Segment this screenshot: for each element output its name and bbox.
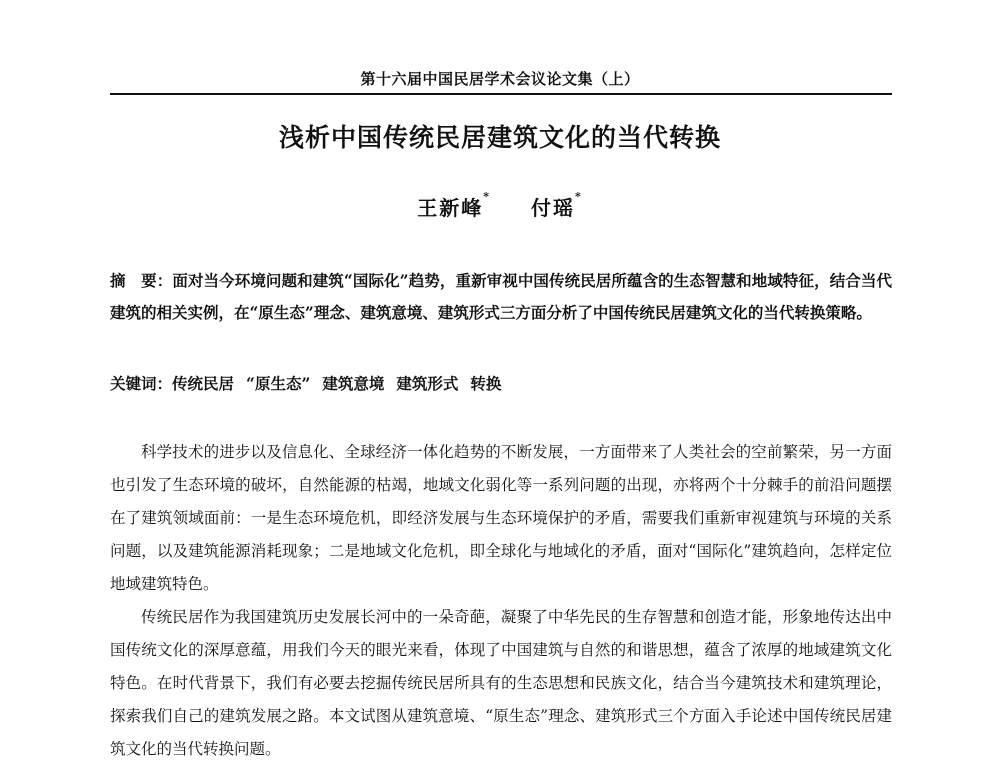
- author-name: 付瑶: [530, 196, 575, 220]
- body-paragraph: 传统民居作为我国建筑历史发展长河中的一朵奇葩，凝聚了中华先民的生存智慧和创造才能，形象地传达出中国传统文化的深厚意蕴，用我们今天的眼光来看，体现了中国建筑与自然的和谐思想，蕴含了浓厚的地域建筑文化特色。在时代背景下，我们有必要去挖掘传统民居所具有的生态思想和民族文化，结合当今建筑技术和建筑理论，探索我们自己的建筑发展之路。本文试图从建筑意境、“原生态”理念、建筑形式三个方面入手论述中国传统民居建筑文化的当代转换问题。: [110, 608, 892, 758]
- paper-title: 浅析中国传统民居建筑文化的当代转换: [278, 123, 721, 152]
- author-footnote-mark: *: [574, 190, 583, 203]
- abstract-text: 面对当今环境问题和建筑“国际化”趋势，重新审视中国传统民居所蕴含的生态智慧和地域特征，结合当代建筑的相关实例，在“原生态”理念、建筑意境、建筑形式三方面分析了中国传统民居建筑文化的当代转换策略。: [110, 271, 892, 322]
- keyword: “原生态”: [246, 374, 311, 393]
- keyword: 传统民居: [172, 374, 235, 393]
- body-text: [110, 436, 892, 766]
- keyword: 转换: [470, 374, 502, 393]
- running-header: 第十六届中国民居学术会议论文集（上）: [360, 70, 640, 88]
- authors: [110, 192, 890, 221]
- keywords-label: 关键词：: [110, 374, 173, 393]
- keywords: [110, 370, 892, 398]
- author-footnote-mark: *: [483, 190, 492, 203]
- abstract-label: 摘 要：: [110, 271, 173, 290]
- keyword: 建筑形式: [396, 374, 459, 393]
- keyword: 建筑意境: [322, 374, 385, 393]
- author-name: 王新峰: [417, 196, 484, 220]
- abstract: [110, 265, 892, 329]
- header-rule: [110, 93, 892, 95]
- body-paragraph: 科学技术的进步以及信息化、全球经济一体化趋势的不断发展，一方面带来了人类社会的空前繁荣，另一方面也引发了生态环境的破坏，自然能源的枯竭，地域文化弱化等一系列问题的出现，亦将两个十分棘手的前沿问题摆在了建筑领域面前：一是生态环境危机，即经济发展与生态环境保护的矛盾，需要我们重新审视建筑与环境的关系问题，以及建筑能源消耗现象；二是地域文化危机，即全球化与地域化的矛盾，面对“国际化”建筑趋向，怎样定位地域建筑特色。: [110, 443, 892, 593]
